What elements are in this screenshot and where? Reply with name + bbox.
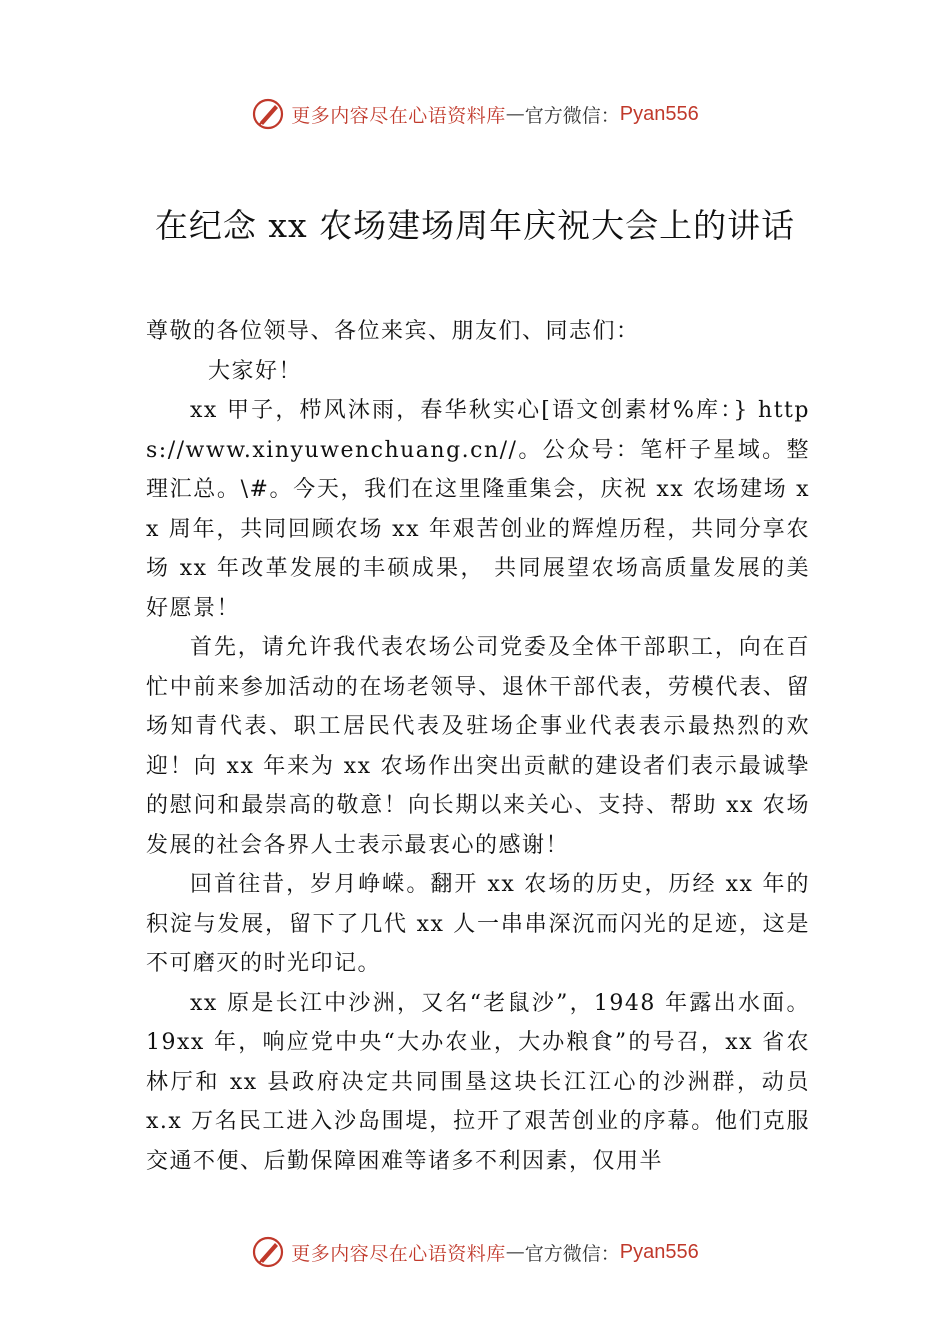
salutation: 尊敬的各位领导、各位来宾、朋友们、同志们： [146,319,640,344]
footer-banner [0,1232,950,1272]
quill-seal-logo-icon [251,97,285,131]
banner-separator: — [505,103,525,125]
banner-wechat-id: Pyan556 [619,1240,699,1263]
greeting: 大家好！ [208,358,303,384]
banner-brand-text: 更多内容尽在心语资料库 [291,1242,506,1265]
paragraph: xx 甲子，栉风沐雨，春华秋实心[语文创素材%库：} https://www.xinyuwenchuang.cn//。公众号：笔杆子星域。整理汇总。\#。今天，我们在这里隆重集会，庆祝 xx 农场建场 xx 周年，共同回顾农场 xx 年艰苦创业的辉煌历程，共同分享农场 xx 年改革发展的丰硕成果， 共同展望农场高质量发展的美好愿景！ [146,398,810,621]
header-banner [0,94,950,134]
paragraph: xx 原是长江中沙洲，又名“老鼠沙”，1948 年露出水面。19xx 年，响应党中央“大办农业，大办粮食”的号召，xx 省农林厅和 xx 县政府决定共同围垦这块长江江心的沙洲群，动员 x.x 万名民工进入沙岛围堤，拉开了艰苦创业的序幕。他们克服交通不便、后勤保障困难等诸多不利因素，仅用半 [146,990,810,1174]
banner-wechat-label: 官方微信： [524,104,620,127]
paragraph: 首先，请允许我代表农场公司党委及全体干部职工，向在百忙中前来参加活动的在场老领导、退休干部代表，劳模代表、留场知青代表、职工居民代表及驻场企事业代表表示最热烈的欢迎！向 xx 年来为 xx 农场作出突出贡献的建设者们表示最诚挚的慰问和最崇高的敬意！向长期以来关心、支持、帮助 xx 农场发展的社会各界人士表示最衷心的感谢！ [146,635,810,858]
document-title: 在纪念 xx 农场建场周年庆祝大会上的讲话 [154,206,796,245]
quill-seal-logo-icon [251,1235,285,1269]
banner-brand-text: 更多内容尽在心语资料库 [291,104,506,127]
banner-wechat-label: 官方微信： [524,1242,620,1265]
document-body [146,312,810,1181]
banner-wechat-id: Pyan556 [619,102,699,125]
paragraph: 回首往昔，岁月峥嵘。翻开 xx 农场的历史，历经 xx 年的积淀与发展，留下了几代 xx 人一串串深沉而闪光的足迹，这是不可磨灭的时光印记。 [146,872,810,976]
banner-separator: — [505,1241,525,1263]
